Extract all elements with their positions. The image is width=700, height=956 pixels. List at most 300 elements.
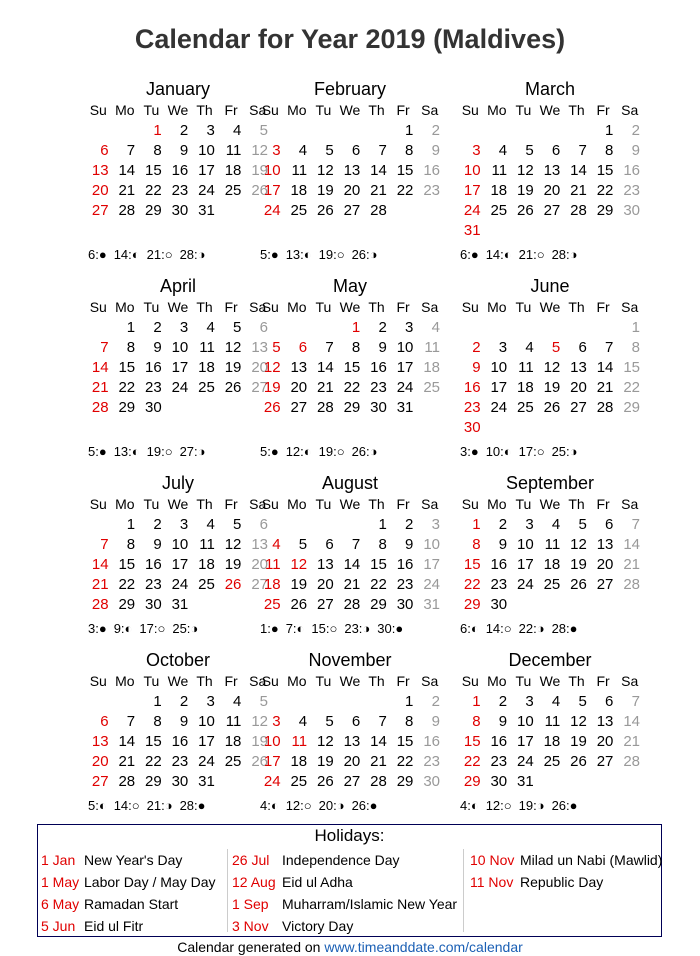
day-cell: 9 — [498, 535, 508, 553]
day-cell: 31 — [517, 772, 534, 790]
day-cell: 16 — [423, 161, 440, 179]
moon-phase: 4:◐ — [460, 798, 479, 813]
moon-phase: 6:● — [460, 247, 479, 262]
day-cell: 12 — [251, 712, 268, 730]
weekday-header: Tu — [143, 673, 160, 689]
moon-phase: 13:◐ — [113, 444, 140, 459]
weekday-header: Su — [261, 673, 279, 689]
month-name: March — [524, 79, 575, 99]
month-name: August — [321, 473, 379, 493]
weekday-header: Sa — [249, 299, 267, 315]
day-cell: 8 — [126, 338, 136, 356]
day-cell: 4 — [206, 318, 215, 336]
weekday-header: We — [167, 299, 189, 315]
day-cell: 27 — [543, 201, 561, 219]
day-cell: 29 — [396, 772, 414, 790]
day-cell: 29 — [145, 772, 162, 790]
weekday-header: Sa — [421, 299, 439, 315]
month-march — [457, 78, 643, 240]
day-cell: 21 — [596, 378, 614, 396]
month-june — [457, 275, 643, 437]
day-cell: 31 — [463, 221, 481, 239]
month-december — [457, 649, 643, 791]
weekday-header: Su — [89, 496, 107, 512]
day-cell: 19 — [517, 181, 534, 199]
day-cell: 6 — [100, 712, 109, 730]
holiday-name: Labor Day / May Day — [84, 874, 216, 890]
day-cell: 12 — [517, 161, 534, 179]
day-cell: 12 — [263, 358, 281, 376]
day-cell: 9 — [631, 141, 640, 159]
day-cell: 9 — [498, 712, 508, 730]
day-cell: 2 — [498, 692, 508, 710]
day-cell: 17 — [517, 555, 534, 573]
day-cell: 21 — [623, 732, 640, 750]
day-cell: 14 — [596, 358, 614, 376]
day-cell: 10 — [171, 535, 189, 553]
day-cell: 16 — [145, 358, 162, 376]
moon-phases — [460, 247, 646, 262]
month-table — [457, 100, 643, 240]
weekday-header: Sa — [249, 673, 267, 689]
day-cell: 20 — [570, 378, 587, 396]
day-cell: 11 — [291, 732, 308, 750]
moon-phase: 5:● — [260, 247, 279, 262]
day-cell: 1 — [351, 318, 361, 336]
day-cell: 17 — [490, 378, 508, 396]
weekday-header: Mo — [487, 102, 507, 118]
weekday-header: Fr — [224, 299, 238, 315]
day-cell: 23 — [145, 575, 162, 593]
day-cell: 10 — [517, 712, 534, 730]
moon-phase: 28:◑ — [551, 247, 578, 262]
day-cell: 3 — [405, 318, 414, 336]
moon-phases — [88, 798, 274, 813]
moon-phase: 26:● — [551, 798, 578, 813]
day-cell: 18 — [198, 555, 215, 573]
day-cell: 25 — [198, 575, 215, 593]
moon-phase: 19:○ — [146, 444, 173, 459]
day-cell: 30 — [396, 595, 414, 613]
day-cell: 20 — [343, 181, 361, 199]
day-cell: 2 — [179, 121, 189, 139]
day-cell: 21 — [370, 752, 387, 770]
day-cell: 13 — [596, 535, 614, 553]
holiday-date: 10 Nov — [470, 852, 515, 868]
footer-text: Calendar generated on — [177, 939, 325, 955]
holiday-row — [41, 915, 245, 937]
day-cell: 17 — [198, 732, 215, 750]
day-cell: 4 — [525, 338, 534, 356]
moon-phase: 3:● — [88, 621, 107, 636]
day-cell: 26 — [224, 378, 242, 396]
day-cell: 27 — [91, 772, 109, 790]
day-cell: 4 — [298, 141, 308, 159]
day-cell: 5 — [551, 338, 561, 356]
moon-phase: 26:◑ — [351, 444, 378, 459]
day-cell: 8 — [378, 535, 387, 553]
day-cell: 9 — [179, 141, 189, 159]
holiday-name: Victory Day — [282, 918, 354, 934]
weekday-header: Tu — [515, 299, 532, 315]
day-cell: 5 — [233, 515, 242, 533]
day-cell: 30 — [145, 595, 162, 613]
month-name: May — [332, 276, 367, 296]
day-cell: 25 — [224, 181, 242, 199]
day-cell: 9 — [405, 535, 414, 553]
day-cell: 19 — [263, 378, 281, 396]
day-cell: 7 — [631, 692, 640, 710]
moon-phase: 6:● — [88, 247, 107, 262]
day-cell: 25 — [198, 378, 215, 396]
weekday-header: Tu — [315, 673, 332, 689]
day-cell: 28 — [317, 398, 334, 416]
day-cell: 28 — [370, 201, 387, 219]
day-cell: 14 — [91, 555, 109, 573]
day-cell: 8 — [605, 141, 614, 159]
day-cell: 13 — [91, 732, 109, 750]
page-title: Calendar for Year 2019 (Maldives) — [134, 24, 566, 54]
day-cell: 28 — [570, 201, 587, 219]
day-cell: 24 — [463, 201, 481, 219]
day-cell: 15 — [145, 161, 162, 179]
weekday-header: Th — [368, 673, 385, 689]
weekday-header: Th — [368, 299, 385, 315]
day-cell: 11 — [291, 161, 308, 179]
day-cell: 22 — [396, 181, 414, 199]
day-cell: 12 — [570, 535, 587, 553]
day-cell: 11 — [225, 712, 242, 730]
weekday-header: We — [339, 299, 361, 315]
day-cell: 11 — [225, 141, 242, 159]
weekday-header: Fr — [396, 673, 410, 689]
footer-link[interactable]: www.timeanddate.com/calendar — [324, 939, 523, 955]
day-cell: 3 — [525, 515, 534, 533]
month-table — [85, 494, 271, 614]
day-cell: 5 — [272, 338, 281, 356]
moon-phase: 25:◑ — [551, 444, 578, 459]
weekday-header: Su — [461, 673, 479, 689]
day-cell: 8 — [472, 535, 481, 553]
holiday-name: Muharram/Islamic New Year — [282, 896, 458, 912]
day-cell: 14 — [118, 161, 136, 179]
day-cell: 13 — [570, 358, 587, 376]
weekday-header: We — [167, 496, 189, 512]
day-cell: 6 — [605, 515, 614, 533]
weekday-header: Sa — [249, 496, 267, 512]
day-cell: 1 — [126, 515, 136, 533]
month-february — [257, 78, 443, 220]
day-cell: 10 — [396, 338, 414, 356]
weekday-header: Th — [196, 299, 213, 315]
day-cell: 25 — [263, 595, 281, 613]
day-cell: 18 — [490, 181, 508, 199]
day-cell: 23 — [423, 181, 440, 199]
moon-phase: 19:○ — [318, 444, 345, 459]
month-table — [457, 494, 643, 614]
weekday-header: Sa — [621, 496, 639, 512]
day-cell: 31 — [198, 772, 215, 790]
day-cell: 2 — [405, 515, 414, 533]
day-cell: 23 — [623, 181, 640, 199]
day-cell: 10 — [517, 535, 534, 553]
day-cell: 26 — [263, 398, 281, 416]
moon-phase: 5:● — [88, 444, 107, 459]
day-cell: 26 — [251, 181, 268, 199]
day-cell: 13 — [343, 161, 361, 179]
weekday-header: Th — [368, 102, 385, 118]
month-table — [257, 100, 443, 220]
day-cell: 22 — [370, 575, 387, 593]
day-cell: 11 — [491, 161, 508, 179]
day-cell: 1 — [126, 318, 136, 336]
day-cell: 18 — [517, 378, 534, 396]
day-cell: 28 — [118, 772, 136, 790]
moon-phase: 15:○ — [311, 621, 338, 636]
day-cell: 30 — [171, 201, 189, 219]
moon-phase: 17:○ — [518, 444, 545, 459]
day-cell: 15 — [145, 732, 162, 750]
day-cell: 4 — [298, 712, 308, 730]
day-cell: 29 — [623, 398, 640, 416]
month-table — [257, 297, 443, 417]
month-october — [85, 649, 271, 791]
weekday-header: Mo — [487, 299, 507, 315]
day-cell: 14 — [623, 535, 640, 553]
day-cell: 17 — [263, 181, 281, 199]
month-name: April — [159, 276, 196, 296]
day-cell: 19 — [251, 732, 268, 750]
day-cell: 30 — [490, 772, 508, 790]
day-cell: 18 — [263, 575, 281, 593]
moon-phase: 14:◐ — [113, 247, 140, 262]
weekday-header: Sa — [621, 102, 639, 118]
month-name: September — [505, 473, 595, 493]
moon-phase: 13:◐ — [285, 247, 312, 262]
moon-phases — [260, 798, 446, 813]
day-cell: 24 — [396, 378, 414, 396]
day-cell: 29 — [596, 201, 614, 219]
weekday-header: Su — [461, 299, 479, 315]
day-cell: 19 — [543, 378, 561, 396]
day-cell: 14 — [570, 161, 587, 179]
weekday-header: Mo — [115, 299, 135, 315]
weekday-header: Fr — [224, 102, 238, 118]
day-cell: 10 — [198, 141, 215, 159]
holiday-name: Eid ul Fitr — [84, 918, 144, 934]
weekday-header: Mo — [115, 102, 135, 118]
day-cell: 6 — [325, 535, 334, 553]
moon-phase: 10:◐ — [485, 444, 512, 459]
day-cell: 3 — [206, 692, 215, 710]
month-july — [85, 472, 271, 614]
day-cell: 12 — [543, 358, 561, 376]
day-cell: 26 — [251, 752, 268, 770]
day-cell: 27 — [343, 772, 361, 790]
holidays-box — [37, 824, 662, 937]
weekday-header: Th — [568, 299, 585, 315]
day-cell: 26 — [317, 772, 334, 790]
day-cell: 5 — [259, 121, 268, 139]
day-cell: 5 — [298, 535, 308, 553]
day-cell: 29 — [463, 772, 481, 790]
day-cell: 23 — [463, 398, 481, 416]
weekday-header: We — [539, 299, 561, 315]
weekday-header: Sa — [421, 496, 439, 512]
day-cell: 29 — [118, 595, 136, 613]
weekday-header: Sa — [421, 673, 439, 689]
day-cell: 7 — [325, 338, 334, 356]
day-cell: 7 — [126, 712, 136, 730]
weekday-header: We — [539, 102, 561, 118]
day-cell: 11 — [199, 535, 215, 553]
holiday-row — [470, 849, 674, 871]
day-cell: 30 — [145, 398, 162, 416]
day-cell: 31 — [198, 201, 215, 219]
day-cell: 15 — [370, 555, 387, 573]
day-cell: 28 — [623, 752, 640, 770]
day-cell: 1 — [405, 121, 414, 139]
weekday-header: Tu — [143, 102, 160, 118]
moon-phase: 17:○ — [139, 621, 166, 636]
day-cell: 3 — [525, 692, 534, 710]
holiday-row — [232, 871, 436, 893]
day-cell: 12 — [251, 141, 268, 159]
day-cell: 11 — [264, 555, 281, 573]
day-cell: 4 — [498, 141, 508, 159]
weekday-header: Tu — [143, 496, 160, 512]
holiday-date: 6 May — [41, 896, 80, 912]
day-cell: 18 — [224, 732, 242, 750]
weekday-header: We — [339, 102, 361, 118]
day-cell: 22 — [118, 378, 136, 396]
day-cell: 1 — [405, 692, 414, 710]
weekday-header: Fr — [224, 673, 238, 689]
holidays-divider — [227, 849, 228, 932]
weekday-header: We — [339, 673, 361, 689]
day-cell: 2 — [378, 318, 387, 336]
day-cell: 19 — [317, 752, 334, 770]
day-cell: 6 — [100, 141, 109, 159]
holiday-date: 26 Jul — [232, 852, 270, 868]
moon-phase: 28:◑ — [179, 247, 206, 262]
day-cell: 24 — [423, 575, 440, 593]
day-cell: 20 — [91, 181, 109, 199]
day-cell: 17 — [517, 732, 534, 750]
day-cell: 13 — [251, 338, 268, 356]
day-cell: 19 — [251, 161, 268, 179]
day-cell: 6 — [551, 141, 561, 159]
month-november — [257, 649, 443, 791]
day-cell: 3 — [179, 318, 189, 336]
day-cell: 24 — [171, 575, 189, 593]
day-cell: 1 — [472, 692, 481, 710]
day-cell: 17 — [263, 752, 281, 770]
day-cell: 23 — [171, 752, 189, 770]
day-cell: 21 — [118, 181, 136, 199]
day-cell: 10 — [171, 338, 189, 356]
day-cell: 20 — [596, 732, 614, 750]
day-cell: 8 — [631, 338, 640, 356]
weekday-header: Sa — [421, 102, 439, 118]
day-cell: 4 — [233, 121, 242, 139]
day-cell: 26 — [570, 575, 587, 593]
day-cell: 18 — [290, 752, 308, 770]
weekday-header: Mo — [487, 673, 507, 689]
day-cell: 24 — [490, 398, 508, 416]
month-table — [85, 100, 271, 220]
day-cell: 5 — [525, 141, 534, 159]
day-cell: 17 — [171, 555, 189, 573]
day-cell: 8 — [472, 712, 481, 730]
weekday-header: Sa — [621, 673, 639, 689]
day-cell: 16 — [490, 732, 508, 750]
day-cell: 1 — [472, 515, 481, 533]
weekday-header: Mo — [287, 496, 307, 512]
moon-phases — [460, 798, 646, 813]
moon-phase: 6:◐ — [460, 621, 479, 636]
day-cell: 16 — [171, 161, 189, 179]
moon-phase: 30:● — [377, 621, 404, 636]
day-cell: 12 — [224, 535, 242, 553]
weekday-header: Fr — [396, 496, 410, 512]
day-cell: 25 — [290, 201, 308, 219]
day-cell: 16 — [423, 732, 440, 750]
day-cell: 3 — [272, 712, 281, 730]
month-name: July — [161, 473, 194, 493]
day-cell: 22 — [463, 752, 481, 770]
day-cell: 9 — [378, 338, 387, 356]
moon-phase: 21:◑ — [146, 798, 173, 813]
month-august — [257, 472, 443, 614]
holidays-column-1 — [41, 849, 245, 937]
holiday-row — [232, 915, 436, 937]
moon-phase: 28:● — [179, 798, 206, 813]
moon-phase: 12:◐ — [285, 444, 312, 459]
moon-phase: 26:● — [351, 798, 378, 813]
moon-phase: 14:◐ — [485, 247, 512, 262]
day-cell: 15 — [463, 732, 481, 750]
day-cell: 3 — [179, 515, 189, 533]
day-cell: 17 — [423, 555, 440, 573]
day-cell: 2 — [179, 692, 189, 710]
day-cell: 7 — [378, 712, 387, 730]
month-name: February — [313, 79, 387, 99]
holiday-name: Republic Day — [520, 874, 604, 890]
day-cell: 3 — [472, 141, 481, 159]
day-cell: 30 — [171, 772, 189, 790]
day-cell: 16 — [396, 555, 414, 573]
day-cell: 7 — [578, 141, 587, 159]
day-cell: 6 — [298, 338, 308, 356]
day-cell: 24 — [263, 201, 281, 219]
day-cell: 20 — [91, 752, 109, 770]
weekday-header: Th — [196, 102, 213, 118]
day-cell: 21 — [370, 181, 387, 199]
day-cell: 29 — [118, 398, 136, 416]
day-cell: 7 — [100, 338, 109, 356]
day-cell: 15 — [596, 161, 614, 179]
day-cell: 2 — [153, 515, 162, 533]
day-cell: 9 — [431, 712, 440, 730]
day-cell: 27 — [570, 398, 587, 416]
day-cell: 28 — [118, 201, 136, 219]
weekday-header: Th — [568, 496, 585, 512]
moon-phase: 28:● — [551, 621, 578, 636]
moon-phase: 7:◐ — [285, 621, 305, 636]
day-cell: 2 — [631, 121, 640, 139]
holiday-date: 1 Jan — [41, 852, 76, 868]
